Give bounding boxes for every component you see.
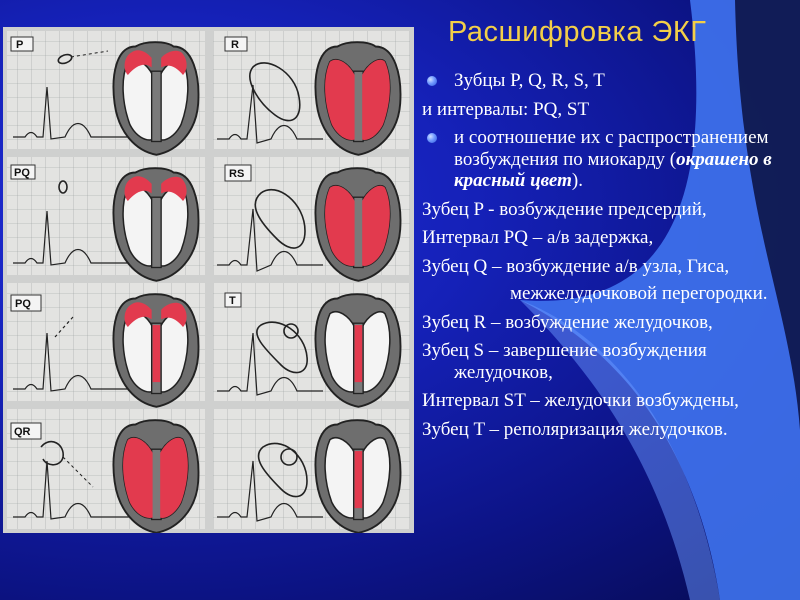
bullet-icon <box>427 133 437 143</box>
s-wave-line: Зубец S – завершение возбуждения желудочков, <box>422 340 707 383</box>
panel-label-r: R <box>231 39 239 51</box>
r-wave-line: Зубец R – возбуждение желудочков, <box>422 311 713 333</box>
st-interval-line: Интервал ST – желудочки возбуждены, <box>422 390 739 411</box>
q-wave-line: Зубец Q – возбуждение а/в узла, Гиса, <box>422 255 730 277</box>
panel-label-t: T <box>229 295 236 307</box>
panel-label-qr: QR <box>14 426 31 438</box>
septum-line: межжелудочковой перегородки. <box>510 283 768 304</box>
panel-label-pq: PQ <box>14 167 30 179</box>
slide-title: Расшифровка ЭКГ <box>448 16 707 48</box>
panel-label-p: P <box>16 39 24 51</box>
ecg-heart-figure <box>3 27 414 533</box>
panel-label-pq-2: PQ <box>15 298 31 310</box>
emphasis-red: окрашено в красный цвет <box>454 148 772 191</box>
bullet-correlation: и соотношение их с распространением возбуждения по миокарду (окрашено в красный цвет). <box>422 127 792 192</box>
bullet-waves: Зубцы P, Q, R, S, T <box>422 70 792 92</box>
panel-label-rs: RS <box>229 168 245 180</box>
intervals-line: и интервалы: PQ, ST <box>422 98 590 120</box>
pq-interval-line: Интервал PQ – а/в задержка, <box>422 227 654 248</box>
p-wave-line: Зубец P - возбуждение предсердий, <box>422 198 707 220</box>
bullet-icon <box>427 76 437 86</box>
ecg-description <box>422 70 792 447</box>
t-wave-line: Зубец T – реполяризация желудочков. <box>422 418 728 440</box>
ecg-heart-diagram <box>3 27 414 533</box>
